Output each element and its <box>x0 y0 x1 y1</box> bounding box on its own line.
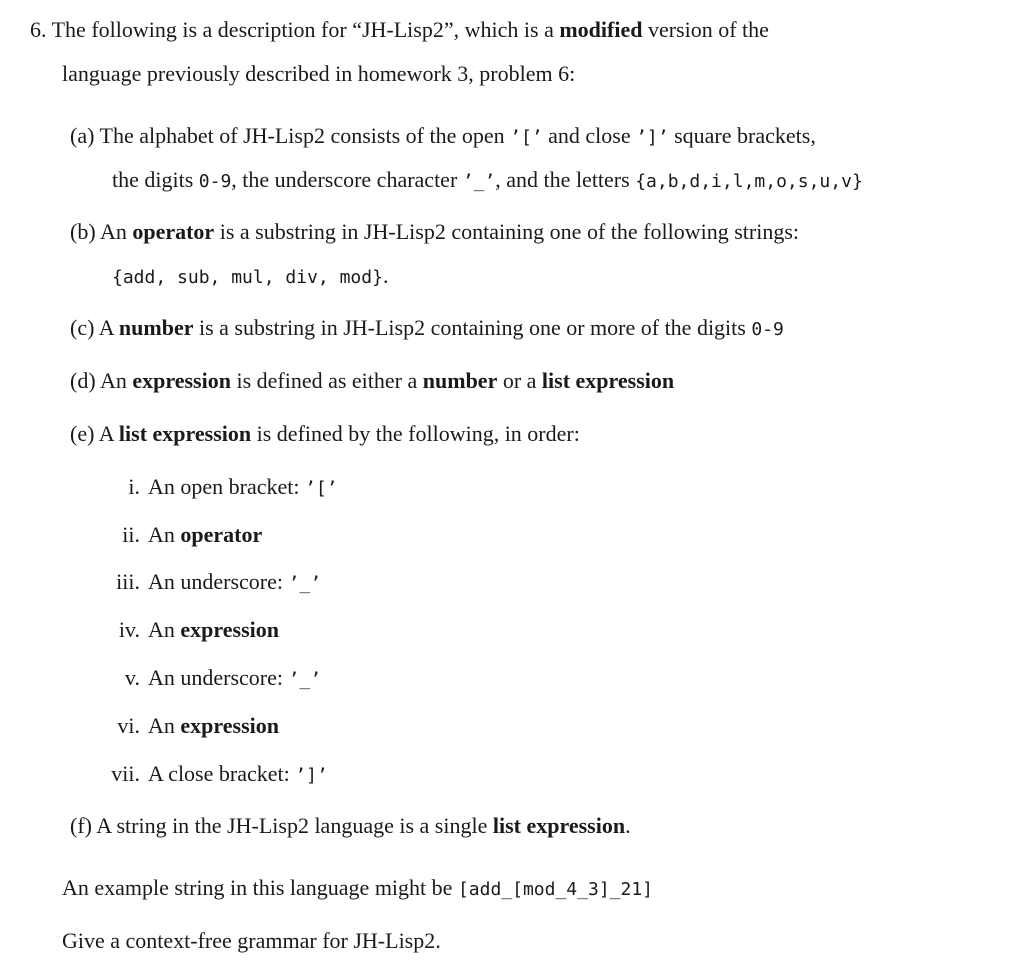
item-e-text-1: A <box>98 421 114 446</box>
item-d-text-2: is defined as either a <box>236 368 418 393</box>
sub-item-3-code: ’_’ <box>288 573 322 594</box>
sub-item-2-num: ii. <box>122 522 140 547</box>
example-code: [add_[mod_4_3]_21] <box>457 879 654 900</box>
item-a-text-6: , and the letters <box>495 167 630 192</box>
sub-item-2-bold: operator <box>180 522 263 547</box>
item-f-label: (f) <box>70 813 92 838</box>
item-a-text-5: , the underscore character <box>231 167 458 192</box>
item-a-open-bracket: ’[’ <box>510 127 543 148</box>
sub-item-5 <box>100 663 321 695</box>
item-a-line1 <box>70 121 816 153</box>
problem-intro-bold: modified <box>559 17 643 42</box>
item-c-digits: 0-9 <box>751 319 784 340</box>
item-f-line <box>70 811 631 841</box>
item-a-digits: 0-9 <box>198 171 232 192</box>
item-a-underscore: ’_’ <box>462 171 496 192</box>
item-b-label: (b) <box>70 219 96 244</box>
item-d-bold-2: number <box>422 368 498 393</box>
sub-item-2-text: An <box>148 522 175 547</box>
item-c-bold: number <box>118 315 194 340</box>
sub-item-6 <box>100 711 279 741</box>
sub-item-6-text: An <box>148 713 175 738</box>
item-a-close-bracket: ’]’ <box>636 127 669 148</box>
sub-item-5-num: v. <box>124 665 140 690</box>
sub-item-7-text: A close bracket: <box>148 761 290 786</box>
sub-item-5-text: An underscore: <box>148 665 284 690</box>
item-d-bold-1: expression <box>132 368 231 393</box>
sub-item-2 <box>100 520 262 550</box>
task-line: Give a context-free grammar for JH-Lisp2. <box>62 928 441 953</box>
item-d-text-1: An <box>99 368 127 393</box>
item-b-line1 <box>70 217 799 247</box>
item-b-text-1: An <box>99 219 127 244</box>
problem-intro-line2: language previously described in homework 3, problem 6: <box>62 61 576 86</box>
sub-item-1 <box>100 472 338 504</box>
item-f-end: . <box>625 813 631 838</box>
sub-item-7-num: vii. <box>111 761 140 786</box>
problem-intro-line1 <box>30 15 769 45</box>
sub-item-6-num: vi. <box>117 713 140 738</box>
sub-item-7 <box>100 759 328 791</box>
example-line <box>62 873 653 905</box>
item-e-bold: list expression <box>118 421 252 446</box>
sub-item-3 <box>100 567 321 599</box>
item-c-line <box>70 313 784 345</box>
problem-number: 6. <box>30 17 47 42</box>
item-b-bold: operator <box>132 219 215 244</box>
item-d-text-3: or a <box>502 368 537 393</box>
sub-item-4-bold: expression <box>180 617 279 642</box>
sub-item-1-code: ’[’ <box>305 478 338 499</box>
item-f-bold: list expression <box>492 813 626 838</box>
item-e-line <box>70 419 580 449</box>
item-b-line2 <box>112 261 388 293</box>
item-e-label: (e) <box>70 421 95 446</box>
sub-item-1-text: An open bracket: <box>148 474 300 499</box>
item-b-operators: {add, sub, mul, div, mod} <box>112 267 383 288</box>
item-d-line <box>70 366 674 396</box>
sub-item-6-bold: expression <box>180 713 279 738</box>
item-f-text-1: A string in the JH-Lisp2 language is a single <box>96 813 488 838</box>
item-a-text-4: the digits <box>112 167 194 192</box>
item-c-text-2: is a substring in JH-Lisp2 containing one or more of the digits <box>198 315 746 340</box>
sub-item-4 <box>100 615 279 645</box>
item-a-text-2: and close <box>548 123 631 148</box>
item-d-bold-3: list expression <box>541 368 675 393</box>
sub-item-3-num: iii. <box>116 569 140 594</box>
item-b-text-2: is a substring in JH-Lisp2 containing one of the following strings: <box>219 219 799 244</box>
sub-item-4-num: iv. <box>118 617 140 642</box>
sub-item-3-text: An underscore: <box>148 569 284 594</box>
problem-intro-text-a: The following is a description for “JH-Lisp2”, which is a <box>51 17 554 42</box>
sub-item-4-text: An <box>148 617 175 642</box>
problem-intro-text-b: version of the <box>647 17 769 42</box>
sub-item-5-code: ’_’ <box>288 669 322 690</box>
item-b-end: . <box>382 263 389 288</box>
sub-item-7-code: ’]’ <box>295 765 328 786</box>
item-a-text-1: The alphabet of JH-Lisp2 consists of the open <box>99 123 505 148</box>
item-a-label: (a) <box>70 123 95 148</box>
item-a-text-3: square brackets, <box>674 123 816 148</box>
item-c-text-1: A <box>98 315 114 340</box>
item-d-label: (d) <box>70 368 96 393</box>
item-a-letters: {a,b,d,i,l,m,o,s,u,v} <box>635 171 863 192</box>
sub-item-1-num: i. <box>128 474 140 499</box>
item-e-text-2: is defined by the following, in order: <box>256 421 580 446</box>
item-c-label: (c) <box>70 315 95 340</box>
example-text: An example string in this language might be <box>62 875 453 900</box>
item-a-line2 <box>112 165 863 197</box>
